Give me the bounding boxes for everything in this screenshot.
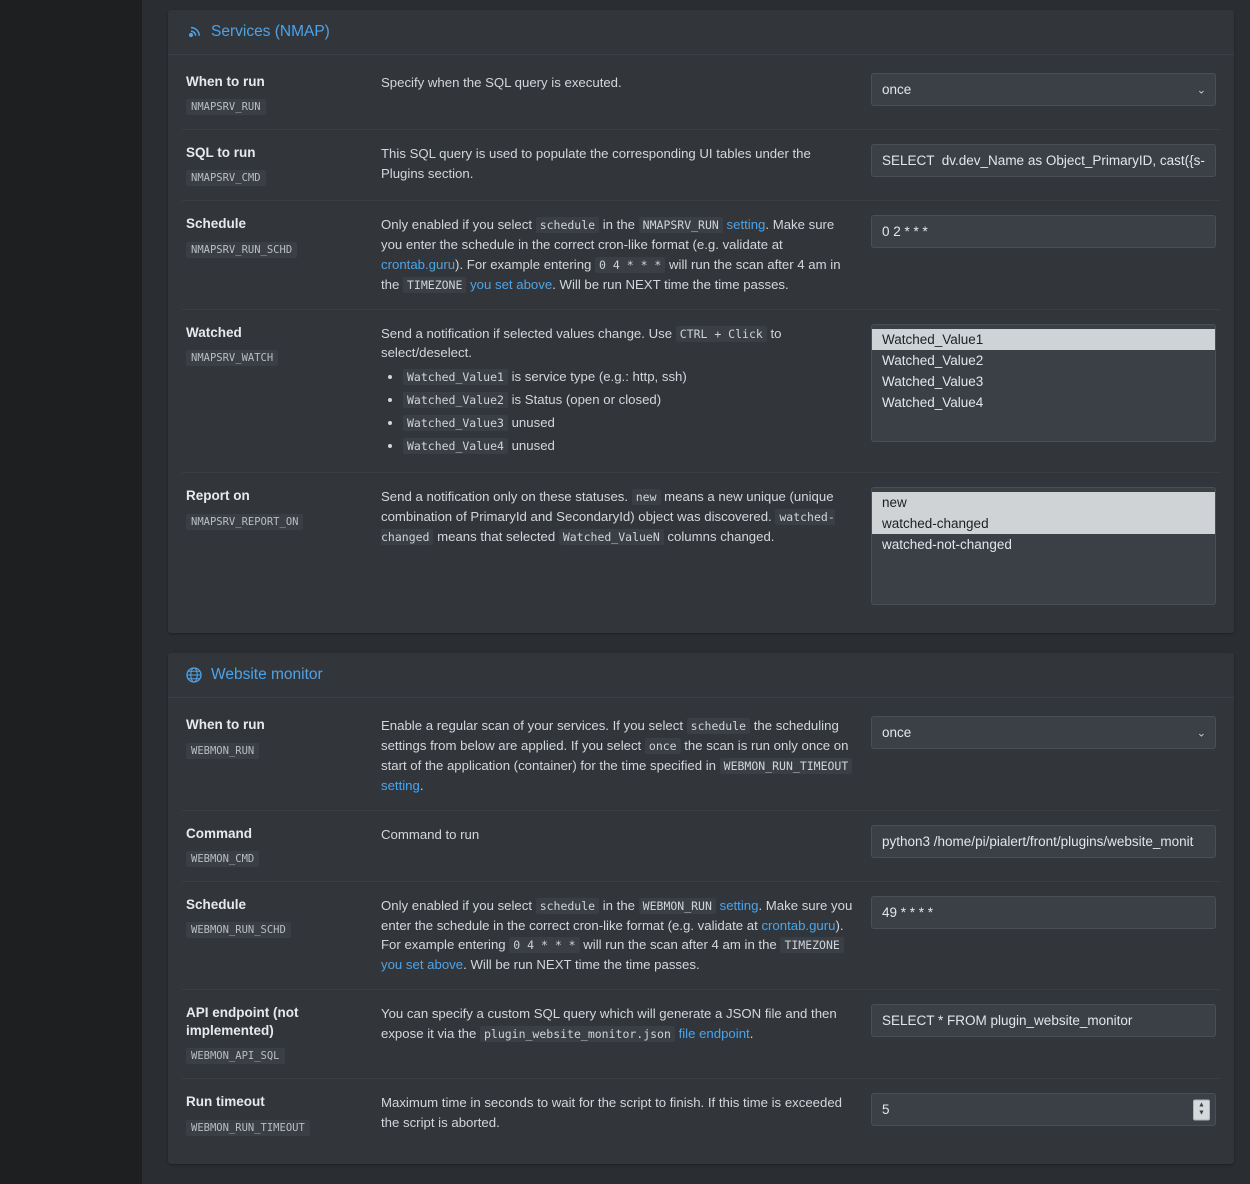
inline-code: schedule: [536, 217, 599, 233]
nmap-radar-icon: [186, 24, 203, 41]
setting-control-cell: [871, 716, 1216, 749]
inline-code: TIMEZONE: [780, 937, 843, 953]
listbox-option[interactable]: watched-changed: [872, 513, 1215, 534]
setting-label-cell: [186, 1093, 381, 1135]
inline-code: Watched_Value1: [403, 369, 508, 385]
setting-description: Only enabled if you select schedule in the NMAPSRV_RUN setting. Make sure you enter the schedule in the correct cron-like format (e.g. validate at crontab.guru). For example entering 0 4 * * * will run the scan after 4 am in the TIMEZONE you set above. Will be run NEXT time the time passes.: [381, 217, 841, 292]
setting-key: WEBMON_API_SQL: [186, 1048, 285, 1064]
setting-control-cell: [871, 896, 1216, 929]
setting-row-schedule: [182, 201, 1220, 309]
setting-description-cell: [381, 1004, 871, 1044]
inline-code: schedule: [687, 718, 750, 734]
setting-description-cell: [381, 896, 871, 975]
setting-listbox-watched[interactable]: [871, 324, 1216, 442]
setting-control-cell: [871, 1004, 1216, 1037]
inline-link[interactable]: crontab.guru: [381, 257, 456, 273]
setting-input-command[interactable]: [871, 825, 1216, 858]
inline-code: Watched_Value4: [403, 438, 508, 454]
setting-title: Report on: [186, 488, 250, 504]
setting-control-cell: [871, 144, 1216, 177]
setting-key: WEBMON_RUN: [186, 743, 259, 759]
inline-code: watched-changed: [381, 510, 835, 544]
listbox-option[interactable]: Watched_Value4: [882, 394, 984, 410]
setting-title: Watched: [186, 324, 242, 340]
setting-key: NMAPSRV_RUN: [186, 99, 266, 115]
chevron-down-icon: ⌄: [1196, 84, 1206, 96]
inline-code: 0 4 * * *: [509, 937, 579, 953]
setting-label-cell: [186, 215, 381, 257]
sections-container: [142, 10, 1250, 1164]
setting-key: NMAPSRV_REPORT_ON: [186, 514, 303, 530]
setting-description: Send a notification only on these statuses. new means a new unique (unique combination of PrimaryId and SecondaryId) object was discovered. watched-changed means that selected Watched_ValueN columns changed.: [381, 489, 835, 544]
setting-input-sql-to-run[interactable]: [871, 144, 1216, 177]
setting-row-api-endpoint: [182, 990, 1220, 1079]
select-wrapper: [871, 73, 1216, 106]
setting-title: When to run: [186, 717, 265, 733]
setting-control-cell: [871, 1093, 1216, 1126]
setting-input-run-timeout[interactable]: [871, 1093, 1216, 1126]
setting-description-cell: [381, 716, 871, 795]
inline-code: Watched_Value3: [403, 415, 508, 431]
inline-code: Watched_ValueN: [559, 529, 664, 545]
listbox-option[interactable]: watched-not-changed: [882, 537, 1012, 553]
setting-label-cell: [186, 1004, 381, 1064]
setting-title: Run timeout: [186, 1094, 265, 1110]
card-body: [168, 698, 1234, 1163]
inline-code: new: [632, 489, 661, 505]
setting-description: You can specify a custom SQL query which will generate a JSON file and then expose it via the plugin_website_monitor.json file endpoint.: [381, 1006, 837, 1041]
setting-description-cell: [381, 825, 871, 845]
setting-title: Command: [186, 825, 253, 841]
inline-link[interactable]: setting: [381, 777, 420, 793]
inline-code: once: [645, 738, 681, 754]
inline-code: WEBMON_RUN: [639, 898, 716, 914]
setting-row-report-on: [182, 473, 1220, 619]
listbox-option[interactable]: Watched_Value3: [882, 373, 984, 389]
inline-code: CTRL + Click: [676, 326, 767, 342]
setting-row-watched: [182, 310, 1220, 474]
setting-title: SQL to run: [186, 145, 256, 161]
setting-description-cell: [381, 73, 871, 93]
setting-key: WEBMON_RUN_TIMEOUT: [186, 1120, 310, 1136]
setting-description-cell: [381, 144, 871, 184]
setting-description-cell: [381, 487, 871, 546]
setting-label-cell: [186, 324, 381, 366]
setting-input-schedule[interactable]: [871, 896, 1216, 929]
setting-key: NMAPSRV_WATCH: [186, 350, 278, 366]
inline-link[interactable]: setting: [726, 217, 766, 233]
inline-code: NMAPSRV_RUN: [639, 217, 723, 233]
number-wrapper: [871, 1093, 1216, 1126]
setting-description: Enable a regular scan of your services. If you select schedule the scheduling settings from below are applied. If you select once the scan is run only once on start of the application (container) for the time specified in WEBMON_RUN_TIMEOUT setting.: [381, 716, 853, 795]
listbox-option[interactable]: Watched_Value1: [872, 329, 1215, 350]
settings-card: [168, 10, 1234, 633]
setting-control-cell: [871, 73, 1216, 106]
setting-row-when-to-run: [182, 59, 1220, 130]
setting-input-api-endpoint[interactable]: [871, 1004, 1216, 1037]
setting-description: Only enabled if you select schedule in the WEBMON_RUN setting. Make sure you enter the schedule in the correct cron-like format (e.g. validate at crontab.guru). For example entering 0 4 * * * will run the scan after 4 am in the TIMEZONE you set above. Will be run NEXT time the time passes.: [381, 897, 853, 973]
setting-label-cell: [186, 825, 381, 867]
select-wrapper: [871, 716, 1216, 749]
setting-control-cell: [871, 825, 1216, 858]
card-body: [168, 55, 1234, 633]
globe-icon: [186, 667, 203, 684]
setting-row-command: [182, 811, 1220, 882]
setting-control-cell: [871, 215, 1216, 248]
setting-label-cell: [186, 144, 381, 186]
inline-link[interactable]: you set above: [381, 957, 464, 973]
setting-row-sql-to-run: [182, 130, 1220, 201]
setting-control-cell: [871, 324, 1216, 442]
setting-description: This SQL query is used to populate the corresponding UI tables under the Plugins section.: [381, 146, 811, 182]
inline-link[interactable]: setting: [719, 897, 759, 913]
card-header: [168, 10, 1234, 55]
setting-key: NMAPSRV_RUN_SCHD: [186, 242, 297, 258]
setting-title: API endpoint (not implemented): [186, 1005, 299, 1039]
card-title: Website monitor: [211, 666, 323, 684]
listbox-option[interactable]: Watched_Value2: [882, 352, 984, 368]
inline-link[interactable]: you set above: [470, 276, 553, 292]
inline-link[interactable]: file endpoint: [678, 1025, 750, 1041]
setting-label-cell: [186, 896, 381, 938]
setting-key: NMAPSRV_CMD: [186, 170, 266, 186]
number-stepper[interactable]: ▲ ▼: [1193, 1099, 1210, 1120]
inline-code: TIMEZONE: [403, 277, 466, 293]
inline-code: 0 4 * * *: [595, 257, 665, 273]
setting-listbox-report-on[interactable]: [871, 487, 1216, 605]
settings-page: [142, 0, 1250, 1184]
card-header: [168, 653, 1234, 698]
setting-description: Send a notification if selected values change. Use CTRL + Click to select/deselect. • Watched_Value1 is service type (e.g.: http, ssh) • Watched_Value2 is Status (open or closed) • Watched_Value3 unused • Watched_Value4 unused: [381, 324, 853, 456]
setting-key: WEBMON_CMD: [186, 851, 259, 867]
inline-code: plugin_website_monitor.json: [480, 1026, 675, 1042]
setting-label-cell: [186, 73, 381, 115]
listbox-option[interactable]: new: [872, 492, 1215, 513]
settings-card: [168, 653, 1234, 1163]
setting-description: Specify when the SQL query is executed.: [381, 75, 622, 90]
card-title: Services (NMAP): [211, 23, 330, 40]
setting-select-when-to-run[interactable]: [871, 716, 1216, 749]
setting-description: Maximum time in seconds to wait for the script to finish. If this time is exceeded the script is aborted.: [381, 1095, 843, 1131]
setting-row-when-to-run: [182, 702, 1220, 810]
setting-description-cell: [381, 215, 871, 294]
setting-title: Schedule: [186, 216, 247, 232]
inline-code: Watched_Value2: [403, 392, 508, 408]
chevron-down-icon: ⌄: [1196, 727, 1206, 740]
setting-label-cell: [186, 487, 381, 529]
setting-select-when-to-run[interactable]: [871, 73, 1216, 106]
setting-description: Command to run: [381, 826, 480, 842]
setting-row-run-timeout: [182, 1079, 1220, 1149]
setting-key: WEBMON_RUN_SCHD: [186, 922, 291, 938]
setting-control-cell: [871, 487, 1216, 605]
setting-row-schedule: [182, 882, 1220, 990]
setting-description-cell: [381, 324, 871, 459]
setting-description-cell: [381, 1093, 871, 1133]
inline-code: schedule: [536, 898, 599, 914]
setting-title: When to run: [186, 74, 265, 89]
inline-link[interactable]: crontab.guru: [761, 917, 836, 933]
inline-code: WEBMON_RUN_TIMEOUT: [720, 758, 853, 774]
setting-title: Schedule: [186, 896, 247, 912]
setting-label-cell: [186, 716, 381, 758]
setting-input-schedule[interactable]: [871, 215, 1216, 248]
